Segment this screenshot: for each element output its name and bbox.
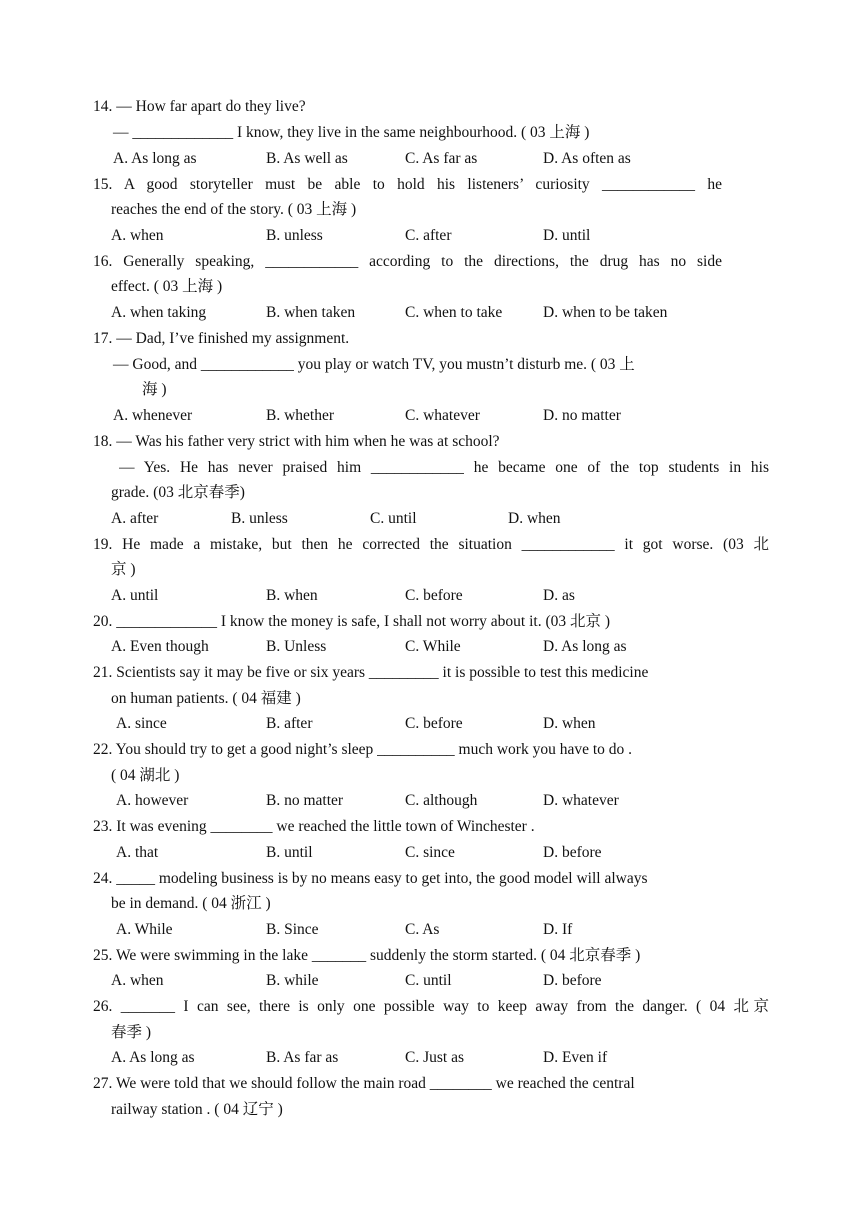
q18-option-c: C. until <box>370 510 417 527</box>
question-24-stem-2: be in demand. ( 04 浙江 ) <box>111 895 271 912</box>
q17-option-b: B. whether <box>266 407 335 424</box>
question-14-stem-2: — _____________ I know, they live in the same neighbourhood. ( 03 上海 ) <box>113 124 590 141</box>
q15-option-c: C. after <box>405 227 452 244</box>
q26-option-a: A. As long as <box>111 1049 195 1066</box>
q22-option-b: B. no matter <box>266 792 344 809</box>
question-22-stem-2: ( 04 湖北 ) <box>111 767 180 784</box>
q20-option-d: D. As long as <box>543 638 627 655</box>
question-17-stem-3: 海 ) <box>142 381 167 398</box>
q24-option-c: C. As <box>405 921 440 938</box>
q23-option-d: D. before <box>543 844 602 861</box>
question-25-stem: 25. We were swimming in the lake _______ suddenly the storm started. ( 04 北京春季 ) <box>93 947 641 964</box>
q22-option-d: D. whatever <box>543 792 619 809</box>
question-18-stem-3: grade. (03 北京春季) <box>111 484 245 501</box>
q17-option-d: D. no matter <box>543 407 621 424</box>
q16-option-b: B. when taken <box>266 304 356 321</box>
q25-option-d: D. before <box>543 972 602 989</box>
q22-option-c: C. although <box>405 792 478 809</box>
question-26-stem-2: 春季 ) <box>111 1024 152 1041</box>
q23-option-c: C. since <box>405 844 455 861</box>
q18-option-d: D. when <box>508 510 561 527</box>
q20-option-b: B. Unless <box>266 638 327 655</box>
q18-option-b: B. unless <box>231 510 288 527</box>
q17-option-c: C. whatever <box>405 407 480 424</box>
q14-option-d: D. As often as <box>543 150 631 167</box>
q22-option-a: A. however <box>116 792 189 809</box>
q19-option-b: B. when <box>266 587 318 604</box>
question-27-stem-2: railway station . ( 04 辽宁 ) <box>111 1101 283 1118</box>
question-19-stem-2: 京 ) <box>111 561 136 578</box>
question-15-stem-2: reaches the end of the story. ( 03 上海 ) <box>111 201 357 218</box>
q18-option-a: A. after <box>111 510 159 527</box>
q15-option-d: D. until <box>543 227 591 244</box>
q16-option-d: D. when to be taken <box>543 304 668 321</box>
question-18-stem: 18. — Was his father very strict with him when he was at school? <box>93 433 500 450</box>
question-17-stem-2: — Good, and ____________ you play or watch TV, you mustn’t disturb me. ( 03 上 <box>113 356 635 373</box>
q26-option-d: D. Even if <box>543 1049 608 1066</box>
question-16-stem-2: effect. ( 03 上海 ) <box>111 278 223 295</box>
q26-option-b: B. As far as <box>266 1049 339 1066</box>
q17-option-a: A. whenever <box>113 407 193 424</box>
q21-option-b: B. after <box>266 715 313 732</box>
question-27-stem: 27. We were told that we should follow the main road ________ we reached the central <box>93 1075 635 1092</box>
question-22-stem: 22. You should try to get a good night’s sleep __________ much work you have to do . <box>93 741 633 758</box>
question-20-stem: 20. _____________ I know the money is safe, I shall not worry about it. (03 北京 ) <box>93 613 611 630</box>
q20-option-c: C. While <box>405 638 461 655</box>
q15-option-a: A. when <box>111 227 164 244</box>
q25-option-c: C. until <box>405 972 452 989</box>
question-15-stem: 15. A good storyteller must be able to hold his listeners’ curiosity ____________ he <box>93 176 722 193</box>
q14-option-c: C. As far as <box>405 150 478 167</box>
q25-option-a: A. when <box>111 972 164 989</box>
question-17-stem: 17. — Dad, I’ve finished my assignment. <box>93 330 350 347</box>
q19-option-a: A. until <box>111 587 159 604</box>
q19-option-c: C. before <box>405 587 463 604</box>
q20-option-a: A. Even though <box>111 638 209 655</box>
q25-option-b: B. while <box>266 972 319 989</box>
q23-option-b: B. until <box>266 844 313 861</box>
q16-option-a: A. when taking <box>111 304 207 321</box>
q21-option-d: D. when <box>543 715 596 732</box>
question-23-stem: 23. It was evening ________ we reached the little town of Winchester . <box>93 818 535 835</box>
question-18-stem-2: — Yes. He has never praised him ____________ he became one of the top students in his <box>119 459 769 476</box>
q16-option-c: C. when to take <box>405 304 503 321</box>
q26-option-c: C. Just as <box>405 1049 464 1066</box>
q21-option-c: C. before <box>405 715 463 732</box>
question-19-stem: 19. He made a mistake, but then he corrected the situation ____________ it got worse. (03 北 <box>93 536 769 553</box>
q24-option-a: A. While <box>116 921 173 938</box>
q14-option-b: B. As well as <box>266 150 348 167</box>
q21-option-a: A. since <box>116 715 167 732</box>
question-24-stem: 24. _____ modeling business is by no means easy to get into, the good model will always <box>93 870 648 887</box>
question-21-stem-2: on human patients. ( 04 福建 ) <box>111 690 301 707</box>
question-16-stem: 16. Generally speaking, ____________ according to the directions, the drug has no side <box>93 253 722 270</box>
q24-option-b: B. Since <box>266 921 319 938</box>
q19-option-d: D. as <box>543 587 575 604</box>
q15-option-b: B. unless <box>266 227 323 244</box>
q23-option-a: A. that <box>116 844 159 861</box>
question-14-stem: 14. — How far apart do they live? <box>93 98 306 115</box>
question-26-stem: 26. _______ I can see, there is only one possible way to keep away from the danger. ( 04 北京 <box>93 998 769 1015</box>
question-21-stem: 21. Scientists say it may be five or six years _________ it is possible to test this medicine <box>93 664 649 681</box>
q14-option-a: A. As long as <box>113 150 197 167</box>
q24-option-d: D. If <box>543 921 573 938</box>
